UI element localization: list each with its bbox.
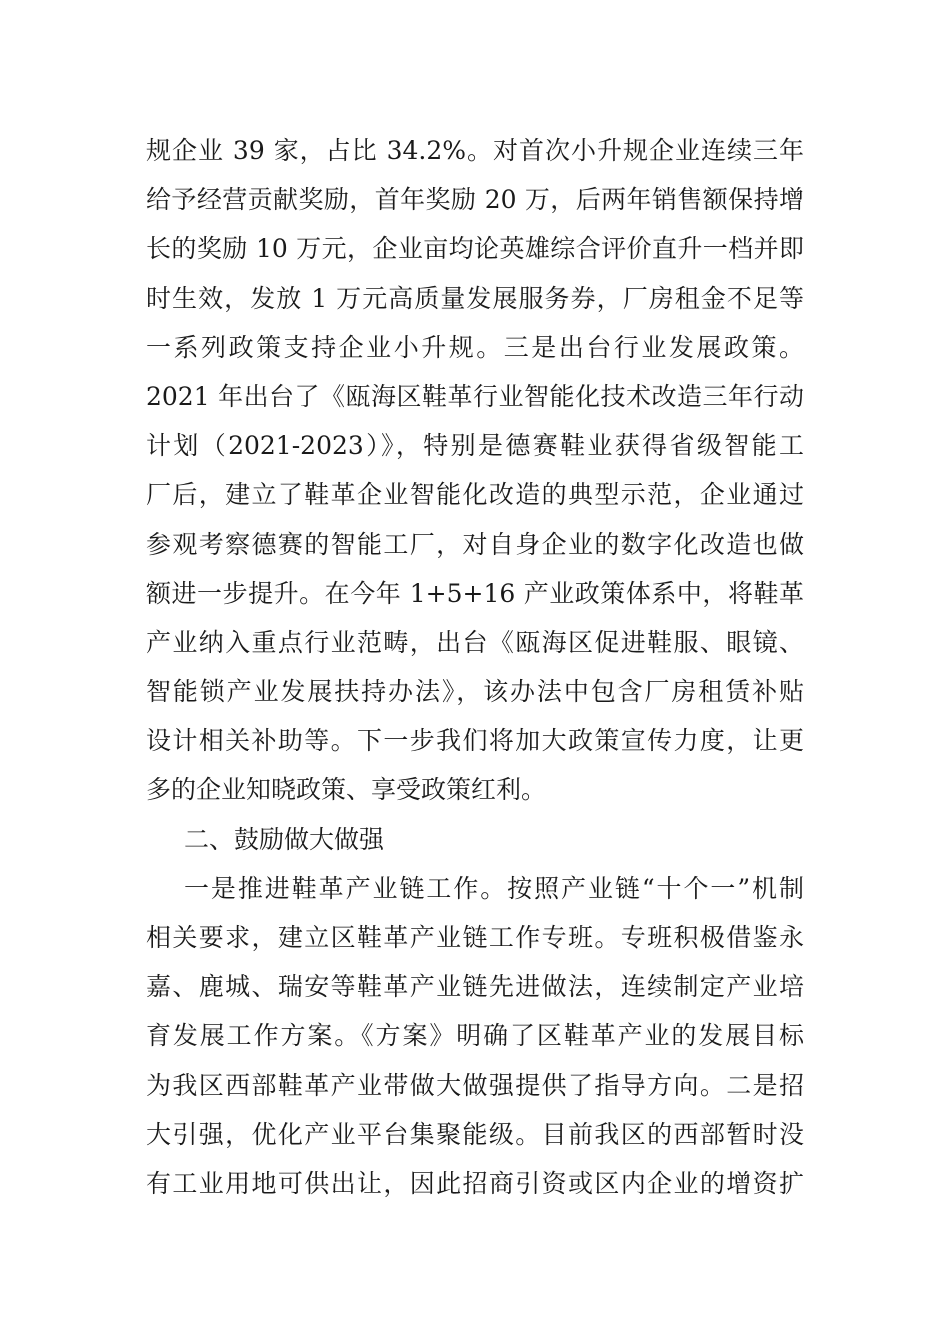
text-line: 嘉、鹿城、瑞安等鞋革产业链先进做法，连续制定产业培: [146, 972, 804, 1002]
text-line: 有工业用地可供出让，因此招商引资或区内企业的增资扩: [146, 1168, 804, 1198]
text-line: 给予经营贡献奖励，首年奖励 20 万，后两年销售额保持增: [146, 185, 804, 215]
text-line: 计划（2021-2023）》，特别是德赛鞋业获得省级智能工: [146, 431, 804, 461]
text-line: 参观考察德赛的智能工厂，对自身企业的数字化改造也做: [146, 529, 804, 559]
paragraph-policy-support: [146, 126, 804, 815]
text-line: 一是推进鞋革产业链工作。按照产业链“十个一”机制: [184, 873, 804, 903]
section-heading: 二、鼓励做大做强: [184, 824, 385, 854]
text-line: 一系列政策支持企业小升规。三是出台行业发展政策。: [146, 332, 804, 362]
text-line: 长的奖励 10 万元，企业亩均论英雄综合评价直升一档并即: [146, 234, 804, 264]
paragraph-industry-chain: [146, 864, 804, 1208]
text-line: 为我区西部鞋革产业带做大做强提供了指导方向。二是招: [146, 1070, 804, 1100]
text-line: 多的企业知晓政策、享受政策红利。: [146, 775, 547, 805]
text-line: 育发展工作方案。《方案》明确了区鞋革产业的发展目标: [146, 1021, 804, 1051]
text-line: 厂后，建立了鞋革企业智能化改造的典型示范，企业通过: [146, 480, 804, 510]
text-line: 智能锁产业发展扶持办法》，该办法中包含厂房租赁补贴: [146, 677, 804, 707]
text-line: 产业纳入重点行业范畴，出台《瓯海区促进鞋服、眼镜、: [146, 627, 804, 657]
text-line: 相关要求，建立区鞋革产业链工作专班。专班积极借鉴永: [146, 923, 804, 952]
text-line: 2021 年出台了《瓯海区鞋革行业智能化技术改造三年行动: [146, 381, 804, 411]
text-line: 设计相关补助等。下一步我们将加大政策宣传力度，让更: [146, 726, 804, 756]
text-line: 大引强，优化产业平台集聚能级。目前我区的西部暂时没: [146, 1119, 804, 1149]
text-line: 时生效，发放 1 万元高质量发展服务券，厂房租金不足等: [146, 283, 804, 313]
text-line: 额进一步提升。在今年 1+5+16 产业政策体系中，将鞋革: [146, 578, 804, 608]
document-body: [146, 126, 804, 1208]
text-line: 规企业 39 家，占比 34.2%。对首次小升规企业连续三年: [146, 136, 804, 165]
